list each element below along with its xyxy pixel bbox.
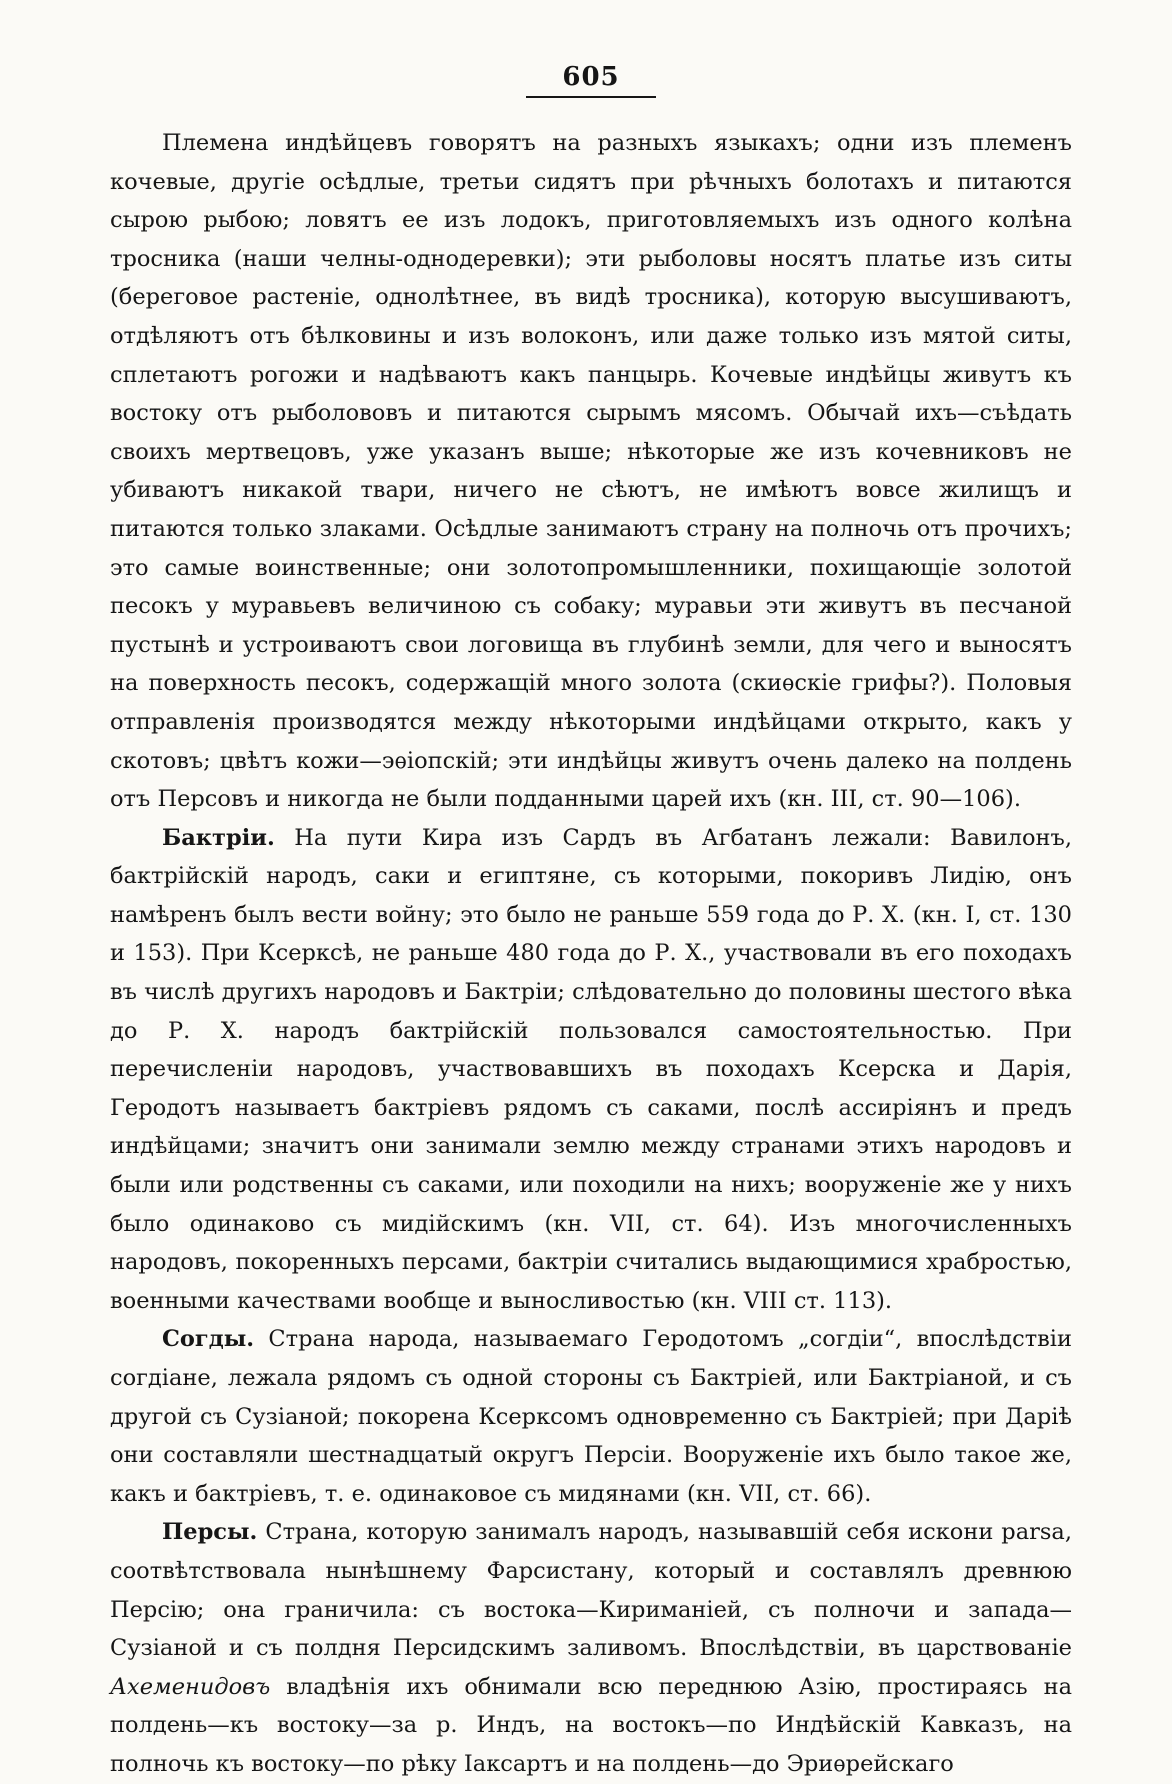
section-heading-sogdiana: Согды. xyxy=(162,1326,255,1353)
section-heading-persians: Персы. xyxy=(162,1519,258,1546)
paragraph-indians xyxy=(110,124,1072,819)
paragraph-bactria xyxy=(110,819,1072,1321)
paragraph-text: Страна народа, называемаго Геродотомъ „согдіи“, впослѣдствіи согдіане, лежала рядомъ съ одной стороны съ Бактріей, или Бактріаной, и съ другой съ Сузіаной; покорена Ксерксомъ одновременно съ Бактріей; при Даріѣ они составляли шестнадцатый округъ Персіи. Вооруженіе ихъ было такое же, какъ и бактріевъ, т. е. одинаковое съ мидянами (кн. VII, ст. 66). xyxy=(110,1326,1072,1507)
section-heading-bactria: Бактріи. xyxy=(162,824,275,851)
paragraph-text-after: владѣнія ихъ обнимали всю переднюю Азію, простираясь на полдень—къ востоку—за р. Индъ, на востокъ—по Индѣйскій Кавказъ, на полночь къ востоку—по рѣку Іаксартъ и на полдень—до Эриѳрейскаго xyxy=(110,1673,1072,1777)
paragraph-text: На пути Кира изъ Сардъ въ Агбатанъ лежали: Вавилонъ, бактрійскій народъ, саки и египтяне, съ которыми, покоривъ Лидію, онъ намѣренъ былъ вести войну; это было не раньше 559 года до Р. Х. (кн. I, ст. 130 и 153). При Ксерксѣ, не раньше 480 года до Р. Х., участвовали въ его походахъ въ числѣ другихъ народовъ и Бактріи; слѣдовательно до половины шестого вѣка до Р. Х. народъ бактрійскій пользовался самостоятельностью. При перечисленіи народовъ, участвовавшихъ въ походахъ Ксерска и Дарія, Геродотъ называетъ бактріевъ рядомъ съ саками, послѣ ассиріянъ и предъ индѣйцами; значитъ они занимали землю между странами этихъ народовъ и были или родственны съ саками, или походили на нихъ; вооруженіе же у нихъ было одинаково съ мидійскимъ (кн. VII, ст. 64). Изъ многочисленныхъ народовъ, покоренныхъ персами, бактріи считались выдающимися храбростью, военными качествами вообще и выносливостью (кн. VIII ст. 113). xyxy=(110,824,1072,1314)
page-body xyxy=(110,124,1072,1784)
paragraph-text-before: Страна, которую занималъ народъ, называвшій себя искони parsa, соотвѣтствовала нынѣшнему Фарсистану, который и составлялъ древнюю Персію; она граничила: съ востока—Кириманіей, съ полночи и запада—Сузіаной и съ полдня Персидскимъ заливомъ. Впослѣдствіи, въ царствованіе xyxy=(110,1519,1072,1662)
italic-term-achaemenids: Ахеменидовъ xyxy=(110,1673,271,1700)
paragraph-persians xyxy=(110,1513,1072,1783)
paragraph-sogdiana xyxy=(110,1320,1072,1513)
paragraph-text: Племена индѣйцевъ говорятъ на разныхъ языкахъ; одни изъ племенъ кочевые, другіе осѣдлые, третьи сидятъ при рѣчныхъ болотахъ и питаются сырою рыбою; ловятъ ее изъ лодокъ, приготовляемыхъ изъ одного колѣна тросника (наши челны-однодеревки); эти рыболовы носятъ платье изъ ситы (береговое растеніе, однолѣтнее, въ видѣ тросника), которую высушиваютъ, отдѣляютъ отъ бѣлковины и изъ волоконъ, или даже только изъ мятой ситы, сплетаютъ рогожи и надѣваютъ какъ панцырь. Кочевые индѣйцы живутъ къ востоку отъ рыболововъ и питаются сырымъ мясомъ. Обычай ихъ—съѣдать своихъ мертвецовъ, уже указанъ выше; нѣкоторые же изъ кочевниковъ не убиваютъ никакой твари, ничего не сѣютъ, не имѣютъ вовсе жилищъ и питаются только злаками. Осѣдлые занимаютъ страну на полночь отъ прочихъ; это самые воинственные; они золотопромышленники, похищающіе золотой песокъ у муравьевъ величиною съ собаку; муравьи эти живутъ въ песчаной пустынѣ и устроиваютъ свои логовища въ глубинѣ земли, для чего и выносятъ на поверхность песокъ, содержащій много золота (скиѳскіе грифы?). Половыя отправленія производятся между нѣкоторыми индѣйцами открыто, какъ у скотовъ; цвѣтъ кожи—эѳіопскій; эти индѣйцы живутъ очень далеко на полдень отъ Персовъ и никогда не были подданными царей ихъ (кн. III, ст. 90—106). xyxy=(110,130,1072,813)
page-number: 605 xyxy=(526,62,656,98)
